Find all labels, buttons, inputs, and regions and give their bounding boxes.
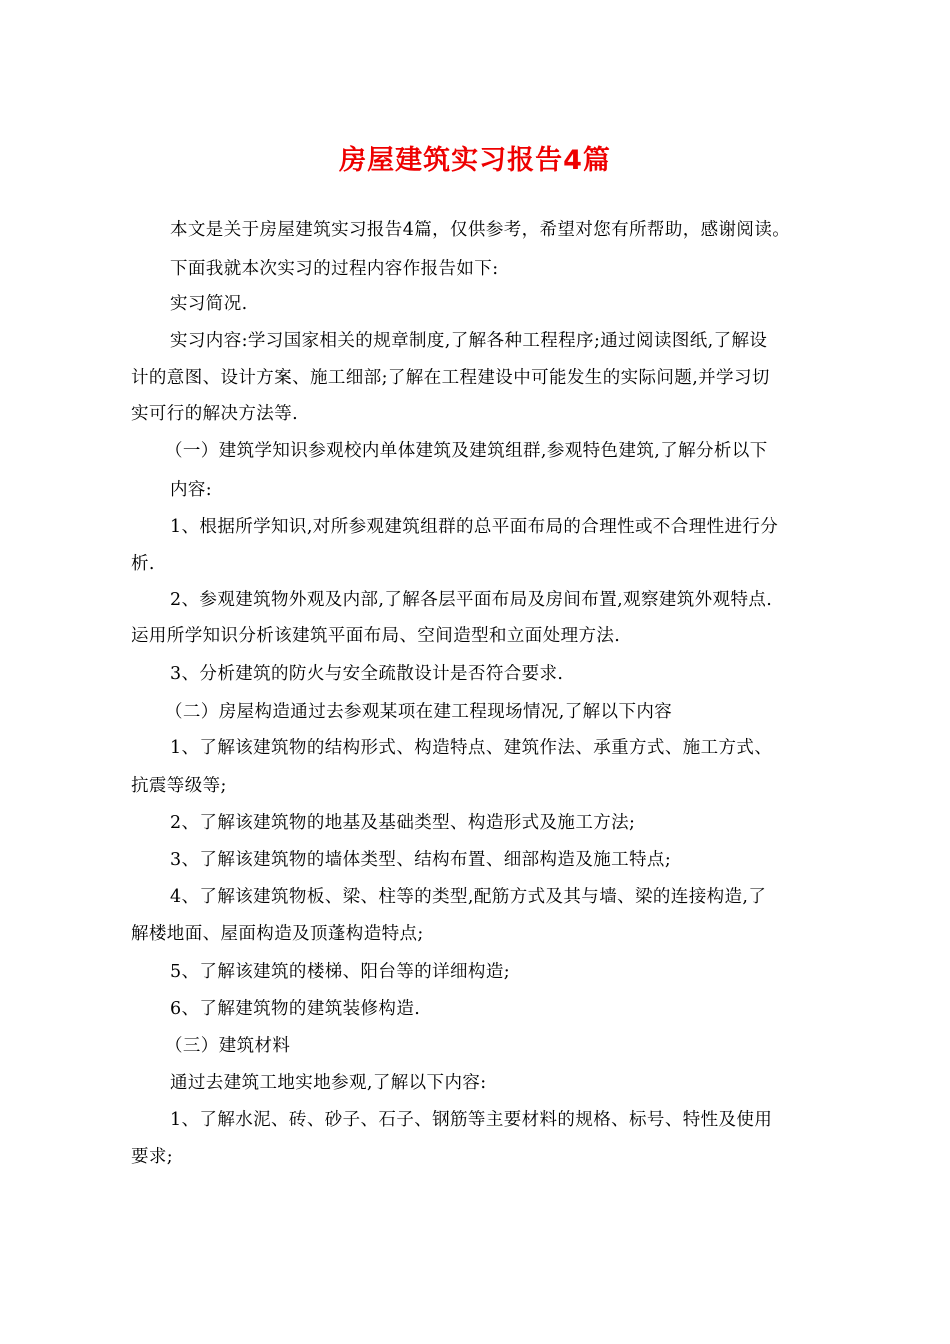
paragraph-line: 4、了解该建筑物板、梁、柱等的类型,配筋方式及其与墙、梁的连接构造,了 [170, 887, 767, 907]
paragraph-line: 要求; [131, 1147, 174, 1167]
paragraph-line: 实习内容:学习国家相关的规章制度,了解各种工程程序;通过阅读图纸,了解设 [170, 331, 768, 351]
paragraph-line: （一）建筑学知识参观校内单体建筑及建筑组群,参观特色建筑,了解分析以下 [165, 441, 768, 461]
paragraph-line: （三）建筑材料 [165, 1036, 291, 1056]
document-title: 房屋建筑实习报告4篇 [339, 145, 611, 176]
paragraph-line: 运用所学知识分析该建筑平面布局、空间造型和立面处理方法. [131, 626, 621, 646]
paragraph-line: 6、了解建筑物的建筑装修构造. [170, 999, 421, 1019]
paragraph-line: 1、了解该建筑物的结构形式、构造特点、建筑作法、承重方式、施工方式、 [170, 738, 773, 758]
paragraph-line: 通过去建筑工地实地参观,了解以下内容: [170, 1073, 487, 1093]
paragraph-line: 实可行的解决方法等. [131, 404, 299, 424]
paragraph-line: 实习简况. [170, 294, 248, 314]
paragraph-line: 计的意图、设计方案、施工细部;了解在工程建设中可能发生的实际问题,并学习切 [131, 368, 770, 388]
paragraph-line: （二）房屋构造通过去参观某项在建工程现场情况,了解以下内容 [165, 702, 673, 722]
paragraph-line: 3、了解该建筑物的墙体类型、结构布置、细部构造及施工特点; [170, 850, 672, 870]
paragraph-line: 2、了解该建筑物的地基及基础类型、构造形式及施工方法; [170, 813, 636, 833]
paragraph-line: 3、分析建筑的防火与安全疏散设计是否符合要求. [170, 664, 564, 684]
paragraph-line: 1、了解水泥、砖、砂子、石子、钢筋等主要材料的规格、标号、特性及使用 [170, 1110, 773, 1130]
paragraph-line: 内容: [170, 480, 213, 500]
paragraph-line: 析. [131, 554, 155, 574]
paragraph-line: 2、参观建筑物外观及内部,了解各层平面布局及房间布置,观察建筑外观特点. [170, 590, 773, 610]
paragraph-line: 本文是关于房屋建筑实习报告4篇，仅供参考，希望对您有所帮助，感谢阅读。 [170, 220, 791, 240]
paragraph-line: 解楼地面、屋面构造及顶蓬构造特点; [131, 924, 424, 944]
paragraph-line: 5、了解该建筑的楼梯、阳台等的详细构造; [170, 962, 511, 982]
paragraph-line: 抗震等级等; [131, 776, 227, 796]
paragraph-line: 1、根据所学知识,对所参观建筑组群的总平面布局的合理性或不合理性进行分 [170, 517, 779, 537]
paragraph-line: 下面我就本次实习的过程内容作报告如下: [170, 259, 499, 279]
